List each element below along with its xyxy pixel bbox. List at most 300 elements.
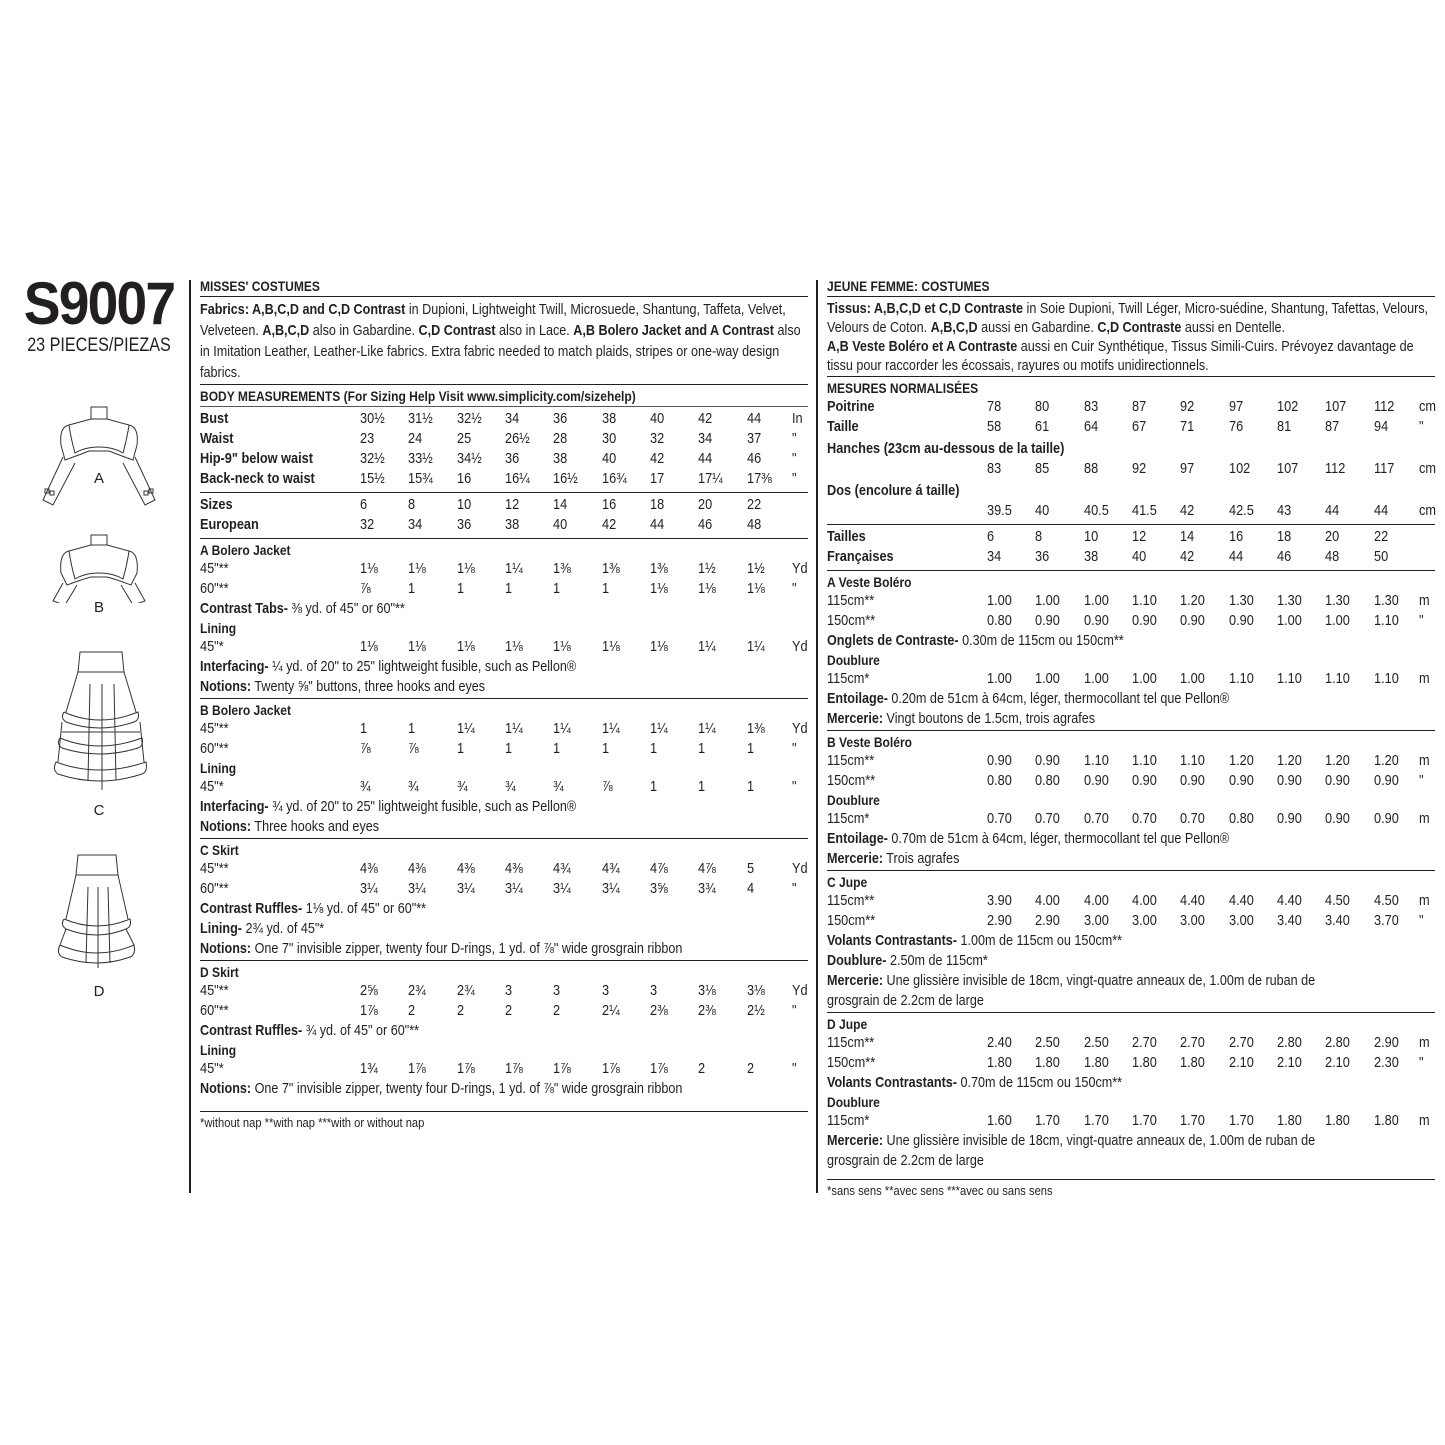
cell-value: 2.90 bbox=[1374, 1034, 1399, 1051]
row-label: 45"** bbox=[200, 560, 229, 577]
cell-value: 16¼ bbox=[505, 470, 530, 487]
cell-value: 1⅞ bbox=[457, 1060, 475, 1077]
yardage-table bbox=[827, 891, 1435, 931]
table-row bbox=[827, 527, 1435, 547]
cell-value: 1⅜ bbox=[747, 720, 765, 737]
cell-value: 3¾ bbox=[698, 880, 716, 897]
unit-label: Yd bbox=[792, 982, 808, 999]
cell-value: 1¼ bbox=[698, 638, 716, 655]
contrast-note: Volants Contrastants- 1.00m de 115cm ou 150cm** bbox=[827, 932, 1123, 949]
cell-value: 22 bbox=[747, 496, 762, 513]
table-row bbox=[200, 449, 808, 469]
cell-value: 0.90 bbox=[1084, 612, 1109, 629]
notions-note: Mercerie: Trois agrafes bbox=[827, 850, 960, 867]
row-label: 115cm** bbox=[827, 1034, 875, 1051]
cell-value: 0.90 bbox=[1325, 772, 1350, 789]
cell-value: 1.30 bbox=[1277, 592, 1302, 609]
cell-value: 102 bbox=[1229, 460, 1251, 477]
cell-value: 1⅜ bbox=[553, 560, 571, 577]
cell-value: 3.00 bbox=[1132, 912, 1157, 929]
cell-value: 4.00 bbox=[1132, 892, 1157, 909]
unit-label: m bbox=[1419, 1034, 1430, 1051]
cell-value: 1.00 bbox=[1035, 592, 1060, 609]
yardage-table bbox=[200, 559, 808, 599]
table-row bbox=[200, 879, 808, 899]
cell-value: 33½ bbox=[408, 450, 433, 467]
cell-value: 112 bbox=[1374, 398, 1395, 415]
unit-label: m bbox=[1419, 752, 1430, 769]
row-label: 115cm* bbox=[827, 1112, 870, 1129]
lining-table bbox=[827, 1111, 1435, 1131]
cell-value: 8 bbox=[1035, 528, 1043, 545]
cell-value: 3.70 bbox=[1374, 912, 1399, 929]
cell-value: 1 bbox=[457, 580, 465, 597]
unit-label: " bbox=[1419, 1054, 1424, 1071]
cell-value: 1 bbox=[505, 580, 513, 597]
unit-label: " bbox=[792, 1060, 797, 1077]
table-row bbox=[200, 469, 808, 489]
table-row bbox=[200, 739, 808, 759]
cell-value: 2⅜ bbox=[650, 1002, 668, 1019]
cell-value: 20 bbox=[1325, 528, 1340, 545]
cell-value: 20 bbox=[698, 496, 713, 513]
cell-value: 1 bbox=[360, 720, 368, 737]
row-label: Tailles bbox=[827, 528, 866, 545]
unit-label: cm bbox=[1419, 460, 1436, 477]
cell-value: 3 bbox=[553, 982, 561, 999]
cell-value: 1 bbox=[650, 740, 658, 757]
cell-value: 1.00 bbox=[1132, 670, 1157, 687]
row-label: 45"* bbox=[200, 778, 224, 795]
cell-value: 1.10 bbox=[1277, 670, 1302, 687]
hips-values-row bbox=[827, 459, 1435, 479]
cell-value: ⅞ bbox=[408, 740, 419, 757]
row-label: Waist bbox=[200, 430, 234, 447]
notions-note: Notions: Twenty ⅝" buttons, three hooks and eyes bbox=[200, 678, 486, 695]
cell-value: 1.10 bbox=[1084, 752, 1109, 769]
cell-value: 102 bbox=[1277, 398, 1299, 415]
cell-value: 0.70 bbox=[1132, 810, 1157, 827]
column-divider bbox=[816, 280, 818, 1193]
body-measurements-table bbox=[200, 409, 808, 489]
cell-value: 1.70 bbox=[1229, 1112, 1254, 1129]
cell-value: 0.90 bbox=[1132, 612, 1157, 629]
cell-value: 2.30 bbox=[1374, 1054, 1399, 1071]
cell-value: 1 bbox=[650, 778, 658, 795]
cell-value: 0.90 bbox=[1374, 772, 1399, 789]
cell-value: 1.00 bbox=[1084, 670, 1109, 687]
view-d bbox=[14, 853, 184, 1000]
table-row bbox=[200, 859, 808, 879]
cell-value: 16¾ bbox=[602, 470, 627, 487]
cell-value: 2¾ bbox=[457, 982, 475, 999]
cell-value: 4⅞ bbox=[698, 860, 716, 877]
cell-value: 80 bbox=[1035, 398, 1050, 415]
notions-note: Mercerie: Une glissière invisible de 18cm, vingt-quatre anneaux de, 1.00m de ruban de bbox=[827, 1132, 1316, 1149]
view-letter: B bbox=[93, 599, 104, 616]
table-row bbox=[200, 409, 808, 429]
lining-title: Doublure bbox=[827, 652, 880, 668]
tiered-skirt-short-icon bbox=[54, 853, 144, 973]
row-label: Bust bbox=[200, 410, 229, 427]
table-row bbox=[827, 1033, 1435, 1053]
cell-value: 2⅝ bbox=[360, 982, 378, 999]
table-row bbox=[827, 809, 1435, 829]
table-row bbox=[200, 1059, 808, 1079]
cell-value: 4 bbox=[747, 880, 755, 897]
cell-value: 1 bbox=[553, 580, 561, 597]
fabrics-paragraph: Tissus: A,B,C,D et C,D Contraste in Soie Dupioni, Twill Léger, Micro-suédine, Shantung, Tafettas, Velours, Velours de Coton. A,B,C,D aussi en Gabardine. C,D Contraste aussi en Dentelle. A,B Veste Boléro et A Contraste aussi en Cuir Synthétique, Tissus Simili-Cuirs. Prévoyez davantage de tissu pour raccorder les écossais, rayures ou motifs unidirectionnels. bbox=[827, 300, 1429, 374]
yardage-table bbox=[200, 859, 808, 899]
cell-value: 16½ bbox=[553, 470, 578, 487]
cell-value: 1⅛ bbox=[698, 580, 716, 597]
notions-note: Mercerie: Une glissière invisible de 18cm, vingt-quatre anneaux de, 1.00m de ruban de bbox=[827, 972, 1316, 989]
unit-label: " bbox=[792, 430, 797, 447]
unit-label: " bbox=[792, 880, 797, 897]
cell-value: 1.00 bbox=[1277, 612, 1302, 629]
cell-value: 1.30 bbox=[1325, 592, 1350, 609]
cell-value: 3⅝ bbox=[650, 880, 668, 897]
unit-label: Yd bbox=[792, 860, 808, 877]
cell-value: 58 bbox=[987, 418, 1002, 435]
interfacing-note: Interfacing- ¾ yd. of 20" to 25" lightweight fusible, such as Pellon® bbox=[200, 798, 577, 815]
cell-value: 107 bbox=[1325, 398, 1347, 415]
cell-value: 3¼ bbox=[505, 880, 523, 897]
cell-value: 2 bbox=[747, 1060, 755, 1077]
cell-value: 0.80 bbox=[1229, 810, 1254, 827]
cell-value: 3¼ bbox=[457, 880, 475, 897]
cell-value: 10 bbox=[1084, 528, 1099, 545]
cell-value: 1⅜ bbox=[650, 560, 668, 577]
cell-value: 1.20 bbox=[1374, 752, 1399, 769]
cell-value: 4.40 bbox=[1277, 892, 1302, 909]
notions-note-cont: grosgrain de 2.2cm de large bbox=[827, 992, 984, 1009]
cell-value: 1.60 bbox=[987, 1112, 1012, 1129]
cell-value: 1.80 bbox=[1180, 1054, 1205, 1071]
table-row bbox=[200, 515, 808, 535]
body-measurements-table bbox=[827, 397, 1435, 437]
cell-value: 3⅛ bbox=[747, 982, 765, 999]
notions-note: Notions: Three hooks and eyes bbox=[200, 818, 380, 835]
cell-value: 40 bbox=[650, 410, 665, 427]
cell-value: 2 bbox=[457, 1002, 465, 1019]
cell-value: 1⅛ bbox=[553, 638, 571, 655]
body-measurements-title: MESURES NORMALISÉES bbox=[827, 380, 979, 396]
cell-value: 1.80 bbox=[1132, 1054, 1157, 1071]
cell-value: 1.80 bbox=[1277, 1112, 1302, 1129]
unit-label: m bbox=[1419, 810, 1430, 827]
cell-value: 1⅞ bbox=[602, 1060, 620, 1077]
yardage-table bbox=[827, 1033, 1435, 1073]
cell-value: ¾ bbox=[505, 778, 516, 795]
cell-value: ¾ bbox=[408, 778, 419, 795]
cell-value: 1.00 bbox=[1180, 670, 1205, 687]
cell-value: 1 bbox=[602, 580, 610, 597]
cell-value: 1⅛ bbox=[408, 560, 426, 577]
unit-label: In bbox=[792, 410, 803, 427]
cell-value: 2.70 bbox=[1180, 1034, 1205, 1051]
cell-value: 1.10 bbox=[1132, 752, 1157, 769]
cell-value: 2 bbox=[553, 1002, 561, 1019]
cell-value: 16 bbox=[1229, 528, 1244, 545]
cell-value: 4⅜ bbox=[408, 860, 426, 877]
cell-value: 12 bbox=[505, 496, 520, 513]
cell-value: 2.10 bbox=[1229, 1054, 1254, 1071]
row-label: 45"* bbox=[200, 1060, 224, 1077]
cell-value: ¾ bbox=[457, 778, 468, 795]
cell-value: 85 bbox=[1035, 460, 1050, 477]
cell-value: 46 bbox=[1277, 548, 1292, 565]
cell-value: 2.10 bbox=[1325, 1054, 1350, 1071]
nap-footnote: *without nap **with nap ***with or without nap bbox=[200, 1115, 425, 1130]
table-row bbox=[827, 669, 1435, 689]
cell-value: 3¼ bbox=[602, 880, 620, 897]
cell-value: 40 bbox=[602, 450, 617, 467]
row-label: 150cm** bbox=[827, 912, 876, 929]
cell-value: 1⅛ bbox=[457, 638, 475, 655]
cell-value: 0.90 bbox=[1229, 612, 1254, 629]
unit-label: " bbox=[792, 450, 797, 467]
cell-value: ⅞ bbox=[602, 778, 613, 795]
section-title: MISSES' COSTUMES bbox=[200, 278, 320, 294]
hips-label-row: Hanches (23cm au-dessous de la taille) bbox=[827, 440, 1065, 457]
row-label: 115cm** bbox=[827, 752, 875, 769]
cell-value: 40 bbox=[1035, 502, 1050, 519]
yardage-table bbox=[827, 751, 1435, 791]
cell-value: 34 bbox=[698, 430, 713, 447]
cell-value: 67 bbox=[1132, 418, 1147, 435]
table-row bbox=[827, 547, 1435, 567]
cell-value: 1¼ bbox=[457, 720, 475, 737]
cell-value: 1.10 bbox=[1374, 670, 1399, 687]
cell-value: 44 bbox=[1374, 502, 1389, 519]
cell-value: 2.70 bbox=[1132, 1034, 1157, 1051]
back-values-row bbox=[827, 501, 1435, 521]
row-label: 45"** bbox=[200, 982, 229, 999]
english-section bbox=[200, 277, 808, 1132]
pattern-number: S9007 bbox=[23, 270, 175, 337]
cell-value: 1 bbox=[457, 740, 465, 757]
cell-value: 1⅜ bbox=[602, 560, 620, 577]
cell-value: 1¼ bbox=[505, 720, 523, 737]
bolero-jacket-short-sleeve-icon bbox=[39, 533, 159, 603]
cell-value: 2.90 bbox=[1035, 912, 1060, 929]
cell-value: 4⅞ bbox=[650, 860, 668, 877]
view-letter: C bbox=[93, 802, 105, 819]
row-label: Françaises bbox=[827, 548, 894, 565]
d-skirt-title: D Skirt bbox=[200, 964, 239, 980]
cell-value: ⅞ bbox=[360, 740, 371, 757]
table-row bbox=[827, 751, 1435, 771]
unit-label: " bbox=[792, 740, 797, 757]
cell-value: 1½ bbox=[747, 560, 765, 577]
cell-value: 0.70 bbox=[1035, 810, 1060, 827]
table-row bbox=[200, 637, 808, 657]
cell-value: 44 bbox=[1229, 548, 1244, 565]
unit-label: m bbox=[1419, 892, 1430, 909]
cell-value: 1.00 bbox=[987, 670, 1012, 687]
contrast-note: Volants Contrastants- 0.70m de 115cm ou 150cm** bbox=[827, 1074, 1123, 1091]
cell-value: 6 bbox=[987, 528, 995, 545]
cell-value: 40 bbox=[1132, 548, 1147, 565]
cell-value: 36 bbox=[553, 410, 568, 427]
row-label: 60"** bbox=[200, 740, 229, 757]
cell-value: 46 bbox=[698, 516, 713, 533]
cell-value: 3.90 bbox=[987, 892, 1012, 909]
cell-value: 6 bbox=[360, 496, 368, 513]
cell-value: 2.70 bbox=[1229, 1034, 1254, 1051]
unit-label: " bbox=[1419, 772, 1424, 789]
unit-label: m bbox=[1419, 1112, 1430, 1129]
notions-note: Notions: One 7" invisible zipper, twenty four D-rings, 1 yd. of ⅞" wide grosgrain ribbon bbox=[200, 1080, 683, 1097]
cell-value: 42 bbox=[1180, 502, 1195, 519]
notions-note: Notions: One 7" invisible zipper, twenty four D-rings, 1 yd. of ⅞" wide grosgrain ribbon bbox=[200, 940, 683, 957]
cell-value: 0.80 bbox=[987, 772, 1012, 789]
cell-value: 3 bbox=[650, 982, 658, 999]
cell-value: 0.90 bbox=[1035, 612, 1060, 629]
cell-value: 0.90 bbox=[1180, 612, 1205, 629]
cell-value: 17¼ bbox=[698, 470, 723, 487]
cell-value: 10 bbox=[457, 496, 472, 513]
cell-value: 4.40 bbox=[1229, 892, 1254, 909]
table-row bbox=[200, 579, 808, 599]
cell-value: 42.5 bbox=[1229, 502, 1254, 519]
cell-value: 1.80 bbox=[987, 1054, 1012, 1071]
cell-value: 1⅞ bbox=[408, 1060, 426, 1077]
cell-value: 24 bbox=[408, 430, 423, 447]
row-label: 60"** bbox=[200, 880, 229, 897]
cell-value: 3.40 bbox=[1277, 912, 1302, 929]
cell-value: 1⅛ bbox=[408, 638, 426, 655]
view-a bbox=[14, 405, 184, 487]
lining-table bbox=[200, 637, 808, 657]
lining-title: Doublure bbox=[827, 792, 880, 808]
cell-value: 97 bbox=[1229, 398, 1244, 415]
cell-value: 3.00 bbox=[1229, 912, 1254, 929]
row-label: 150cm** bbox=[827, 1054, 876, 1071]
cell-value: 1⅞ bbox=[360, 1002, 378, 1019]
lining-table bbox=[827, 669, 1435, 689]
cell-value: 2.80 bbox=[1325, 1034, 1350, 1051]
row-label: 45"* bbox=[200, 638, 224, 655]
cell-value: 41.5 bbox=[1132, 502, 1157, 519]
cell-value: 0.90 bbox=[1084, 772, 1109, 789]
cell-value: 32½ bbox=[457, 410, 482, 427]
unit-label: " bbox=[1419, 912, 1424, 929]
unit-label: " bbox=[792, 778, 797, 795]
cell-value: 34 bbox=[408, 516, 423, 533]
row-label: 45"** bbox=[200, 720, 229, 737]
cell-value: 32½ bbox=[360, 450, 385, 467]
table-row bbox=[827, 911, 1435, 931]
cell-value: 5 bbox=[747, 860, 755, 877]
cell-value: 12 bbox=[1132, 528, 1147, 545]
cell-value: 18 bbox=[1277, 528, 1292, 545]
cell-value: 42 bbox=[698, 410, 713, 427]
section-title: JEUNE FEMME: COSTUMES bbox=[827, 278, 990, 294]
cell-value: ¾ bbox=[360, 778, 371, 795]
unit-label: " bbox=[1419, 418, 1424, 435]
cell-value: 32 bbox=[360, 516, 375, 533]
cell-value: 83 bbox=[987, 460, 1002, 477]
table-row bbox=[827, 417, 1435, 437]
unit-label: " bbox=[792, 580, 797, 597]
cell-value: 4¾ bbox=[553, 860, 571, 877]
tiered-skirt-long-icon bbox=[44, 650, 154, 800]
cell-value: 3¼ bbox=[360, 880, 378, 897]
table-row bbox=[827, 501, 1435, 521]
cell-value: 1¼ bbox=[553, 720, 571, 737]
row-label: 150cm** bbox=[827, 772, 876, 789]
back-label-row: Dos (encolure á taille) bbox=[827, 482, 960, 499]
cell-value: 1⅛ bbox=[650, 638, 668, 655]
cell-value: 4.00 bbox=[1035, 892, 1060, 909]
cell-value: 1⅛ bbox=[505, 638, 523, 655]
cell-value: 34 bbox=[505, 410, 520, 427]
cell-value: 3 bbox=[602, 982, 610, 999]
unit-label: m bbox=[1419, 670, 1430, 687]
lining-table bbox=[200, 1059, 808, 1079]
row-label: Back-neck to waist bbox=[200, 470, 315, 487]
cell-value: 1.20 bbox=[1277, 752, 1302, 769]
cell-value: 1¼ bbox=[602, 720, 620, 737]
column-divider bbox=[189, 280, 191, 1193]
cell-value: 1.80 bbox=[1035, 1054, 1060, 1071]
cell-value: 92 bbox=[1132, 460, 1147, 477]
cell-value: 2.40 bbox=[987, 1034, 1012, 1051]
cell-value: 44 bbox=[1325, 502, 1340, 519]
cell-value: 48 bbox=[747, 516, 762, 533]
cell-value: 2.80 bbox=[1277, 1034, 1302, 1051]
cell-value: ¾ bbox=[553, 778, 564, 795]
cell-value: 15½ bbox=[360, 470, 385, 487]
cell-value: 3.00 bbox=[1180, 912, 1205, 929]
table-row bbox=[200, 719, 808, 739]
lining-title: Lining bbox=[200, 760, 237, 776]
cell-value: 1⅛ bbox=[360, 638, 378, 655]
cell-value: 2.90 bbox=[987, 912, 1012, 929]
cell-value: 64 bbox=[1084, 418, 1099, 435]
row-label: 115cm** bbox=[827, 892, 875, 909]
cell-value: 1¼ bbox=[650, 720, 668, 737]
cell-value: 36 bbox=[505, 450, 520, 467]
cell-value: 83 bbox=[1084, 398, 1099, 415]
cell-value: 25 bbox=[457, 430, 472, 447]
cell-value: 1.00 bbox=[1325, 612, 1350, 629]
cell-value: 2 bbox=[408, 1002, 416, 1019]
cell-value: 1.00 bbox=[1035, 670, 1060, 687]
cell-value: 1¼ bbox=[747, 638, 765, 655]
cell-value: 1.30 bbox=[1374, 592, 1399, 609]
cell-value: 44 bbox=[698, 450, 713, 467]
cell-value: 1 bbox=[408, 580, 416, 597]
lining-note: Lining- 2¾ yd. of 45"* bbox=[200, 920, 325, 937]
row-label: 45"** bbox=[200, 860, 229, 877]
cell-value: 23 bbox=[360, 430, 375, 447]
unit-label: " bbox=[792, 1002, 797, 1019]
cell-value: 16 bbox=[457, 470, 472, 487]
cell-value: 0.90 bbox=[1277, 772, 1302, 789]
table-row bbox=[200, 777, 808, 797]
yardage-table bbox=[827, 591, 1435, 631]
cell-value: 1¼ bbox=[698, 720, 716, 737]
a-bolero-title: A Bolero Jacket bbox=[200, 542, 291, 558]
contrast-note: Contrast Ruffles- 1⅛ yd. of 45" or 60"** bbox=[200, 900, 427, 917]
row-label: 115cm** bbox=[827, 592, 875, 609]
unit-label: Yd bbox=[792, 638, 808, 655]
sizes-table bbox=[827, 527, 1435, 567]
cell-value: 3¼ bbox=[553, 880, 571, 897]
